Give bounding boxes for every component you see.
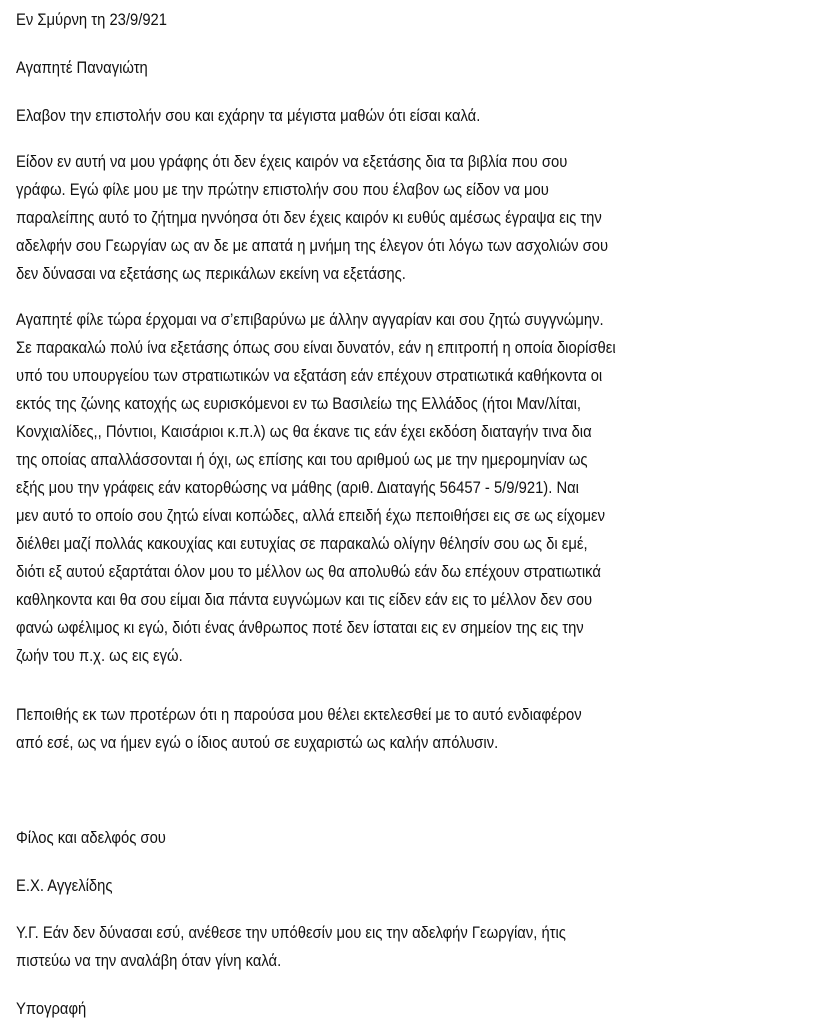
text-line: μεν αυτό το οποίο σου ζητώ είναι κοπώδες, αλλά επειδή έχω πεποιθήσει εις σε ως είχομεν: [16, 506, 605, 525]
text-line: διότι εξ αυτού εξαρτάται όλον μου το μέλλον ως θα απολυθώ εάν δω επέχουν στρατιωτικά: [16, 562, 601, 581]
text-line: από εσέ, ως να ήμεν εγώ ο ίδιος αυτού σε ευχαριστώ ως καλήν απόλυσιν.: [16, 733, 499, 752]
signature-name: Ε.Χ. Αγγελίδης: [16, 876, 113, 895]
signature-label: Υπογραφή: [16, 999, 87, 1018]
text-line: φανώ ωφέλιμος κι εγώ, διότι ένας άνθρωπος ποτέ δεν ίσταται εις εν σημείον της εις την: [16, 618, 584, 637]
text-line: αδελφήν σου Γεωργίαν ως αν δε με απατά η μνήμη της έλεγον ότι λόγω των ασχολιών σου: [16, 236, 609, 255]
text-line: Ελαβον την επιστολήν σου και εχάρην τα μέγιστα μαθών ότι είσαι καλά.: [16, 106, 481, 125]
text-line: δεν δύνασαι να εξετάσης ως περικάλων εκείνη να εξετάσης.: [16, 264, 406, 283]
text-line: Σε παρακαλώ πολύ ίνα εξετάσης όπως σου είναι δυνατόν, εάν η επιτροπή η οποία διορίσθει: [16, 338, 616, 357]
text-line: της οποίας απαλλάσσονται ή όχι, ως επίσης και του αριθμού ως με την ημερομηνίαν ως: [16, 450, 588, 469]
salutation: Αγαπητέ Παναγιώτη: [16, 58, 148, 77]
text-line: εξής μου την γράφεις εάν κατορθώσης να μάθης (αριθ. Διαταγής 56457 - 5/9/921). Ναι: [16, 478, 579, 497]
text-line: καθληκοντα και θα σου είμαι δια πάντα ευγνώμων και τις είδεν εάν εις το μέλλον δεν σου: [16, 590, 593, 609]
text-line: Κονχιαλίδες,, Πόντιοι, Καισάριοι κ.π.λ) ως θα έκανε τις εάν έχει εκδόση διαταγήν τινα δια: [16, 422, 592, 441]
paragraph-3: [16, 306, 616, 670]
text-line: εκτός της ζώνης κατοχής ως ευρισκόμενοι εν τω Βασιλείω της Ελλάδος (ήτοι Μαν/λίται,: [16, 394, 582, 413]
text-line: Αγαπητέ φίλε τώρα έρχομαι να σ’επιβαρύνω με άλλην αγγαρίαν και σου ζητώ συγγνώμην.: [16, 310, 604, 329]
text-line: Υ.Γ. Εάν δεν δύνασαι εσύ, ανέθεσε την υπόθεσίν μου εις την αδελφήν Γεωργίαν, ήτις: [16, 923, 566, 942]
text-line: πιστεύω να την αναλάβη όταν γίνη καλά.: [16, 951, 282, 970]
text-line: υπό του υπουργείου των στρατιωτικών να εξατάση εάν επέχουν στρατιωτικά καθήκοντα οι: [16, 366, 603, 385]
text-line: Πεποιθής εκ των προτέρων ότι η παρούσα μου θέλει εκτελεσθεί με το αυτό ενδιαφέρον: [16, 705, 582, 724]
closing: Φίλος και αδελφός σου: [16, 828, 166, 847]
text-line: παραλείπης αυτό το ζήτημα ηννόησα ότι δεν έχεις καιρόν κι ευθύς αμέσως έγραψα εις την: [16, 208, 602, 227]
text-line: Είδον εν αυτή να μου γράφης ότι δεν έχεις καιρόν να εξετάσης δια τα βιβλία που σου: [16, 152, 568, 171]
paragraph-1: [16, 102, 480, 130]
paragraph-2: [16, 148, 608, 288]
paragraph-4: [16, 701, 582, 757]
text-line: διέλθει μαζί πολλάς κακουχίας και ευτυχίας σε παρακαλώ ολίγην θέλησίν σου ως δι εμέ,: [16, 534, 588, 553]
date-line: Εν Σμύρνη τη 23/9/921: [16, 10, 168, 29]
postscript: [16, 919, 566, 975]
text-line: γράφω. Εγώ φίλε μου με την πρώτην επιστολήν σου που έλαβον ως είδον να μου: [16, 180, 549, 199]
text-line: ζωήν του π.χ. ως εις εγώ.: [16, 646, 183, 665]
